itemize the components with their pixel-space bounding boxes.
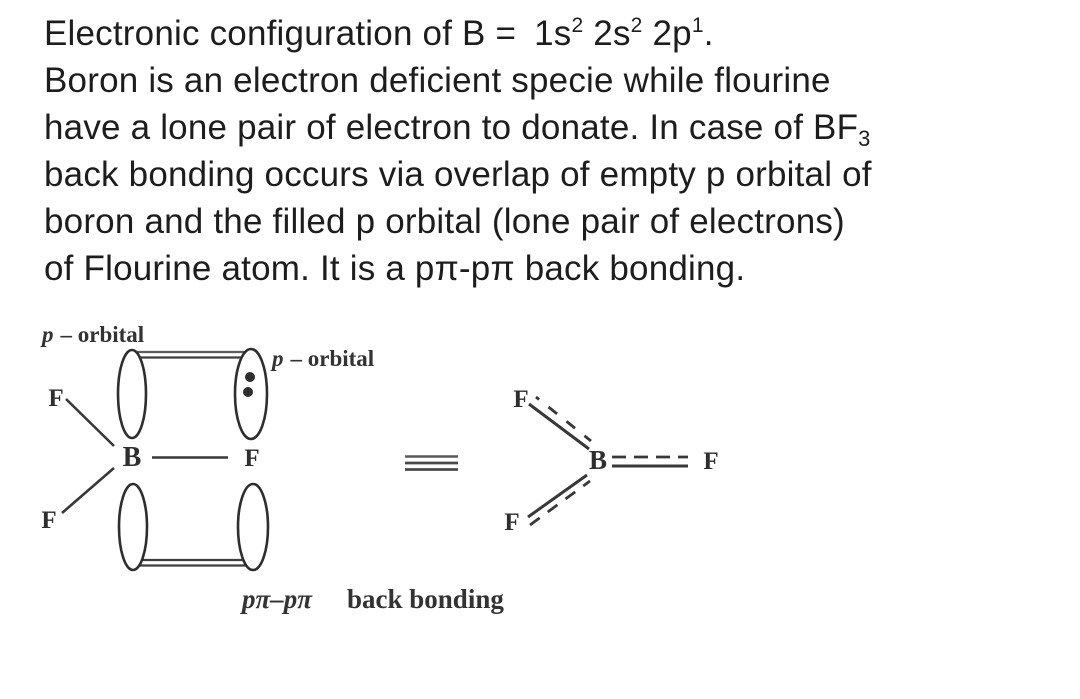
atom-label-f-top-left: F [48,385,64,412]
bond-f-top-solid [529,404,589,449]
lone-pair-dot [243,387,253,397]
atom-label-f-bottom-left: F [41,507,57,534]
atom-label-f-bottom: F [504,509,520,536]
atom-label-f-right: F [703,448,719,475]
p-orbital-label-left: p – orbital [42,322,145,347]
diagram-caption-pi: pπ–pπ [242,584,312,614]
line1-config-1s: 1s [534,14,572,53]
atom-label-boron: B [588,445,608,475]
line1-period: . [703,14,714,53]
superscript: 1 [691,14,704,37]
text-line-1 [44,10,1064,57]
p-orbital-lobe-fluorine-lower [238,484,268,570]
explanation-text [44,10,1064,292]
p-orbital-label-right: p – orbital [272,346,375,371]
atom-label-f-top: F [513,386,529,413]
line1-config-2s: 2s [583,14,631,53]
equivalence-icon [405,457,458,470]
atom-label-f-bonded: F [244,445,260,472]
text-line-5: boron and the filled p orbital (lone pair of electrons) [44,202,845,241]
bond-f-top-dashed [536,397,591,441]
line1-text: Electronic configuration of B = [44,14,527,53]
p-orbital-lobe-boron-lower [119,484,147,570]
line3-text: have a lone pair of electron to donate. In case of BF [44,108,859,147]
line1-config-2p: 2p [642,14,692,53]
bond-f-bottom-solid [528,475,587,517]
subscript: 3 [858,126,871,151]
bond-f-to-b-lower [62,468,114,513]
atom-label-boron: B [122,442,142,473]
text-line-4: back bonding occurs via overlap of empty p orbital of [44,155,872,194]
text-line-3 [44,104,1064,151]
bond-f-to-b-upper [66,399,114,446]
text-line-2: Boron is an electron deficient specie while flourine [44,61,831,100]
back-bonding-diagram [0,298,770,643]
superscript: 2 [630,14,643,37]
superscript: 2 [571,14,584,37]
p-orbital-lobe-boron-upper [118,350,146,438]
text-line-6: of Flourine atom. It is a pπ-pπ back bonding. [44,249,746,288]
diagram-caption-text: back bonding [347,584,504,614]
bf3-resonance-structure [504,386,718,536]
bond-f-bottom-dashed [530,481,590,525]
lone-pair-dot [245,372,255,382]
orbital-overlap-structure [40,322,504,614]
